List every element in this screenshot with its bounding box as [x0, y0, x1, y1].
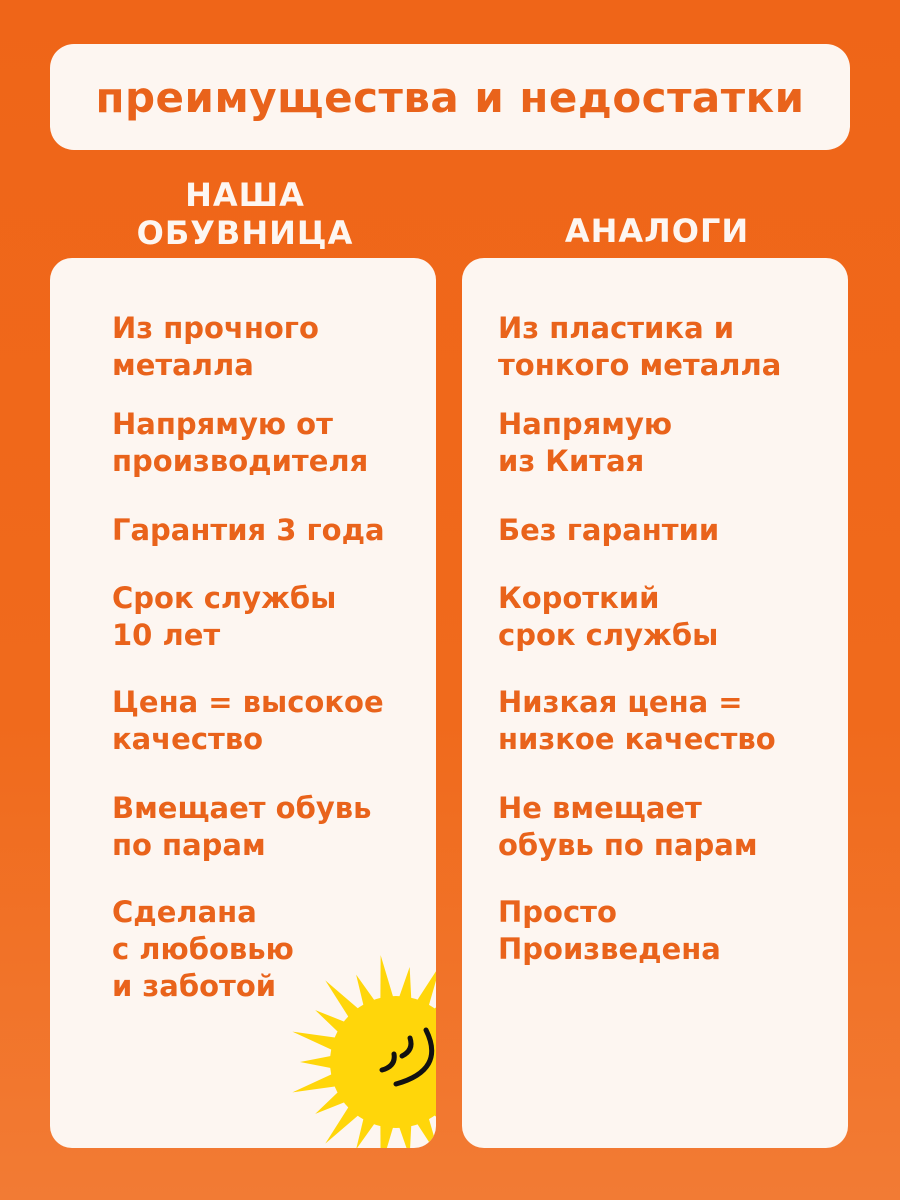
- right-item-made-with: Просто Произведена: [498, 895, 721, 966]
- smiling-sun-icon: [286, 952, 436, 1148]
- left-comparison-card: [50, 258, 436, 1148]
- right-item-source: Напрямую из Китая: [498, 407, 673, 478]
- right-item-capacity: Не вмещает обувь по парам: [498, 791, 758, 862]
- left-item-lifetime: Срок службы 10 лет: [112, 581, 337, 652]
- right-item-price: Низкая цена = низкое качество: [498, 685, 776, 756]
- left-item-price: Цена = высокое качество: [112, 685, 384, 756]
- left-item-warranty: Гарантия 3 года: [112, 513, 385, 547]
- page-title: преимущества и недостатки: [95, 72, 805, 122]
- left-item-capacity: Вмещает обувь по парам: [112, 791, 372, 862]
- right-item-warranty: Без гарантии: [498, 513, 720, 547]
- title-banner: [50, 44, 850, 150]
- right-item-lifetime: Короткий срок службы: [498, 581, 719, 652]
- right-comparison-card: [462, 258, 848, 1148]
- right-column-heading: АНАЛОГИ: [564, 212, 750, 250]
- right-item-material: Из пластика и тонкого металла: [498, 311, 782, 382]
- left-item-material: Из прочного металла: [112, 311, 319, 382]
- left-item-source: Напрямую от производителя: [112, 407, 369, 478]
- left-column-heading: НАША ОБУВНИЦА: [136, 176, 354, 252]
- left-item-made-with: Сделана с любовью и заботой: [112, 895, 294, 1003]
